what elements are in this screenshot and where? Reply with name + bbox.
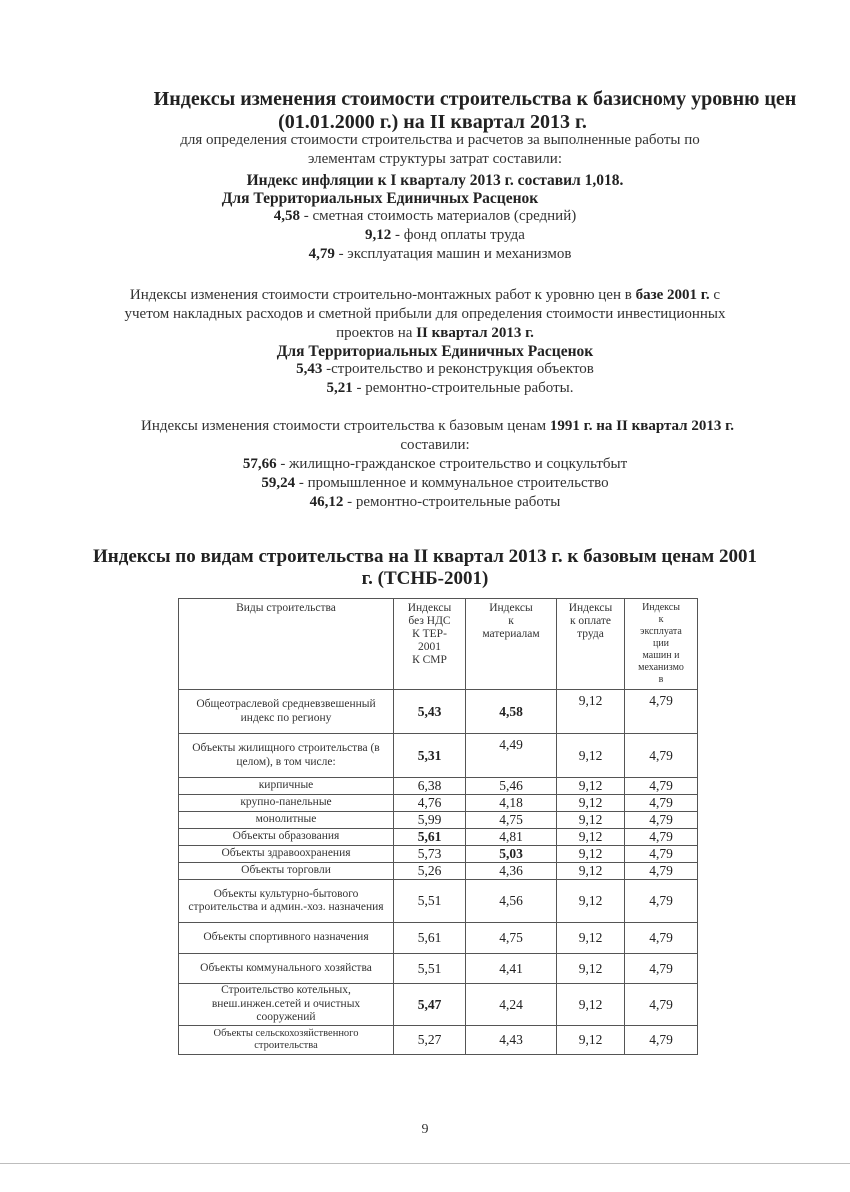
section3-line2: составили: bbox=[400, 437, 470, 453]
section1-subtitle-line2: элементам структуры затрат составили: bbox=[308, 151, 562, 167]
row-name: Объекты образования bbox=[179, 829, 394, 846]
row-labor: 9,12 bbox=[557, 829, 625, 846]
section1-item bbox=[0, 245, 850, 264]
item-value: 46,12 bbox=[309, 494, 344, 510]
header-construction-type: Виды строительства bbox=[179, 599, 394, 690]
row-materials: 4,75 bbox=[466, 923, 557, 954]
row-labor: 9,12 bbox=[557, 863, 625, 880]
header-smr-index: Индексы без НДС К ТЕР- 2001 К СМР bbox=[394, 599, 466, 690]
row-name: Объекты спортивного назначения bbox=[179, 923, 394, 954]
row-machines: 4,79 bbox=[625, 829, 698, 846]
section2-line2: учетом накладных расходов и сметной прибыли для определения стоимости инвестиционных bbox=[124, 306, 726, 322]
item-text: - промышленное и коммунальное строительство bbox=[295, 475, 609, 491]
row-name: монолитные bbox=[179, 812, 394, 829]
table-row bbox=[179, 778, 698, 795]
row-name: Объекты жилищного строительства (в целом), в том числе: bbox=[179, 734, 394, 778]
header-machines-index: Индексы к эксплуата ции машин и механизмо в bbox=[625, 599, 698, 690]
header-labor-index: Индексы к оплате труда bbox=[557, 599, 625, 690]
page-number: 9 bbox=[421, 1122, 429, 1137]
row-smr: 5,26 bbox=[394, 863, 466, 880]
section3-line1-text: Индексы изменения стоимости строительства к базовым ценам bbox=[141, 418, 550, 434]
table-row bbox=[179, 690, 698, 734]
table-row bbox=[179, 812, 698, 829]
section2-item bbox=[0, 379, 850, 398]
item-text: -строительство и реконструкция объектов bbox=[322, 361, 594, 377]
row-smr: 6,38 bbox=[394, 778, 466, 795]
table-row bbox=[179, 795, 698, 812]
section3-item bbox=[0, 474, 850, 493]
row-smr: 5,61 bbox=[394, 923, 466, 954]
row-labor: 9,12 bbox=[557, 795, 625, 812]
item-value: 9,12 bbox=[365, 227, 392, 243]
row-labor: 9,12 bbox=[557, 1026, 625, 1055]
row-smr: 5,99 bbox=[394, 812, 466, 829]
row-labor: 9,12 bbox=[557, 954, 625, 984]
section2-line1-bold: базе 2001 г. bbox=[635, 287, 710, 303]
row-smr: 5,27 bbox=[394, 1026, 466, 1055]
inflation-index-line: Индекс инфляции к I кварталу 2013 г. составил 1,018. bbox=[246, 172, 624, 189]
row-name: Объекты культурно-бытового строительства и админ.-хоз. назначения bbox=[179, 880, 394, 923]
row-smr: 5,51 bbox=[394, 880, 466, 923]
item-text: - фонд оплаты труда bbox=[391, 227, 525, 243]
row-machines: 4,79 bbox=[625, 880, 698, 923]
table-row bbox=[179, 863, 698, 880]
row-name: Объекты коммунального хозяйства bbox=[179, 954, 394, 984]
scan-bottom-edge-divider bbox=[0, 1163, 850, 1164]
row-machines: 4,79 bbox=[625, 812, 698, 829]
section2-line3-bold: II квартал 2013 г. bbox=[416, 325, 534, 341]
row-name: Объекты торговли bbox=[179, 863, 394, 880]
row-labor: 9,12 bbox=[557, 984, 625, 1026]
row-machines: 4,79 bbox=[625, 954, 698, 984]
item-text: - сметная стоимость материалов (средний) bbox=[300, 208, 577, 224]
row-smr: 5,47 bbox=[394, 984, 466, 1026]
row-machines: 4,79 bbox=[625, 734, 698, 778]
row-materials: 4,24 bbox=[466, 984, 557, 1026]
item-value: 5,43 bbox=[296, 361, 323, 377]
section1-item bbox=[0, 207, 850, 226]
section2-item bbox=[0, 360, 850, 379]
row-labor: 9,12 bbox=[557, 778, 625, 795]
row-name: Объекты здравоохранения bbox=[179, 846, 394, 863]
row-materials: 4,49 bbox=[466, 734, 557, 778]
item-text: - жилищно-гражданское строительство и соцкультбыт bbox=[276, 456, 628, 472]
section2-line1-text: Индексы изменения стоимости строительно-монтажных работ к уровню цен в bbox=[129, 287, 636, 303]
item-text: - эксплуатация машин и механизмов bbox=[334, 246, 572, 262]
row-labor: 9,12 bbox=[557, 923, 625, 954]
section2-line3-text: проектов на bbox=[336, 325, 417, 341]
row-labor: 9,12 bbox=[557, 846, 625, 863]
section3-line1 bbox=[0, 417, 850, 436]
row-materials: 5,03 bbox=[466, 846, 557, 863]
row-machines: 4,79 bbox=[625, 1026, 698, 1055]
section4-title-line2: г. (ТСНБ-2001) bbox=[361, 568, 489, 589]
table-row bbox=[179, 954, 698, 984]
row-materials: 4,36 bbox=[466, 863, 557, 880]
construction-indices-table bbox=[178, 598, 698, 1055]
item-value: 59,24 bbox=[261, 475, 296, 491]
row-smr: 5,43 bbox=[394, 690, 466, 734]
section3-item bbox=[0, 493, 850, 512]
item-text: - ремонтно-строительные работы. bbox=[352, 380, 574, 396]
row-machines: 4,79 bbox=[625, 690, 698, 734]
section3-item bbox=[0, 455, 850, 474]
section3-line1-bold: 1991 г. на II квартал 2013 г. bbox=[549, 418, 734, 434]
section2-ter-heading: Для Территориальных Единичных Расценок bbox=[276, 343, 594, 360]
row-name: Общеотраслевой средневзвешенный индекс по региону bbox=[179, 690, 394, 734]
row-materials: 4,56 bbox=[466, 880, 557, 923]
row-smr: 5,51 bbox=[394, 954, 466, 984]
row-machines: 4,79 bbox=[625, 984, 698, 1026]
row-machines: 4,79 bbox=[625, 795, 698, 812]
row-labor: 9,12 bbox=[557, 734, 625, 778]
table-row bbox=[179, 846, 698, 863]
row-labor: 9,12 bbox=[557, 690, 625, 734]
row-smr: 5,73 bbox=[394, 846, 466, 863]
table-row bbox=[179, 1026, 698, 1055]
table-row bbox=[179, 984, 698, 1026]
row-machines: 4,79 bbox=[625, 863, 698, 880]
table-header-row bbox=[179, 599, 698, 690]
row-smr: 5,31 bbox=[394, 734, 466, 778]
item-value: 57,66 bbox=[242, 456, 277, 472]
item-value: 4,58 bbox=[273, 208, 300, 224]
header-materials-index: Индексы к материалам bbox=[466, 599, 557, 690]
row-name: кирпичные bbox=[179, 778, 394, 795]
item-text: - ремонтно-строительные работы bbox=[343, 494, 561, 510]
row-machines: 4,79 bbox=[625, 846, 698, 863]
table-row bbox=[179, 923, 698, 954]
row-materials: 4,81 bbox=[466, 829, 557, 846]
section4-title-line1: Индексы по видам строительства на II квартал 2013 г. к базовым ценам 2001 bbox=[93, 546, 757, 567]
section1-subtitle-line1: для определения стоимости строительства и расчетов за выполненные работы по bbox=[180, 132, 700, 148]
section2-line1-tail: с bbox=[709, 287, 721, 303]
row-smr: 4,76 bbox=[394, 795, 466, 812]
row-labor: 9,12 bbox=[557, 812, 625, 829]
row-name: Объекты сельскохозяйственного строительства bbox=[179, 1026, 394, 1055]
row-name: крупно-панельные bbox=[179, 795, 394, 812]
section1-ter-heading: Для Территориальных Единичных Расценок bbox=[221, 190, 539, 207]
row-materials: 4,43 bbox=[466, 1026, 557, 1055]
row-materials: 5,46 bbox=[466, 778, 557, 795]
item-value: 5,21 bbox=[326, 380, 353, 396]
table-row bbox=[179, 829, 698, 846]
row-materials: 4,18 bbox=[466, 795, 557, 812]
item-value: 4,79 bbox=[308, 246, 335, 262]
row-smr: 5,61 bbox=[394, 829, 466, 846]
section2-line3 bbox=[0, 324, 850, 343]
table-row bbox=[179, 734, 698, 778]
row-materials: 4,58 bbox=[466, 690, 557, 734]
row-machines: 4,79 bbox=[625, 923, 698, 954]
section2-line1 bbox=[0, 286, 850, 305]
section1-title-line1: Индексы изменения стоимости строительства к базисному уровню цен bbox=[153, 88, 797, 110]
row-labor: 9,12 bbox=[557, 880, 625, 923]
section1-title-line2: (01.01.2000 г.) на II квартал 2013 г. bbox=[278, 111, 587, 133]
row-machines: 4,79 bbox=[625, 778, 698, 795]
section1-item bbox=[0, 226, 850, 245]
row-materials: 4,75 bbox=[466, 812, 557, 829]
row-name: Строительство котельных, внеш.инжен.сетей и очистных сооружений bbox=[179, 984, 394, 1026]
table-row bbox=[179, 880, 698, 923]
row-materials: 4,41 bbox=[466, 954, 557, 984]
